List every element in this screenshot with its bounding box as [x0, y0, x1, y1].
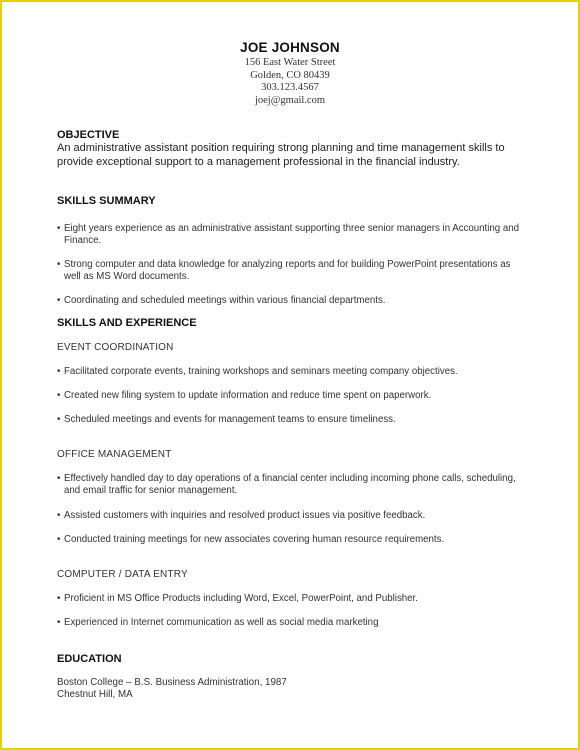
skills-summary-section — [57, 195, 527, 207]
school-line: Boston College – B.S. Business Administration, 1987 — [57, 677, 287, 688]
list-item: • Eight years experience as an administrative assistant supporting three senior managers in Accounting and Finance. — [57, 223, 520, 247]
bullet-icon: • — [57, 295, 61, 306]
bullet-icon: • — [57, 366, 61, 377]
list-item: • Strong computer and data knowledge for analyzing reports and for building PowerPoint presentations as well as MS Word documents. — [57, 259, 511, 283]
bullet-icon: • — [57, 617, 61, 628]
school-location: Chestnut Hill, MA — [57, 689, 133, 700]
education-block — [57, 677, 527, 701]
list-item: • Assisted customers with inquiries and resolved product issues via positive feedback. — [57, 510, 426, 521]
skills-summary-heading: SKILLS SUMMARY — [57, 195, 156, 207]
list-item: • Facilitated corporate events, training workshops and seminars meeting company objectives. — [57, 366, 458, 377]
list-item: • Experienced in Internet communication as well as social media marketing — [57, 617, 379, 628]
phone-line: 303.123.4567 — [261, 82, 319, 93]
office-management-heading: OFFICE MANAGEMENT — [57, 449, 172, 460]
list-item: • Coordinating and scheduled meetings within various financial departments. — [57, 295, 386, 306]
objective-heading: OBJECTIVE — [57, 129, 120, 141]
city-line: Golden, CO 80439 — [250, 69, 330, 81]
list-item: • Scheduled meetings and events for management teams to ensure timeliness. — [57, 414, 396, 425]
bullet-icon: • — [57, 259, 61, 270]
bullet-icon: • — [57, 223, 61, 234]
list-item: • Proficient in MS Office Products including Word, Excel, PowerPoint, and Publisher. — [57, 593, 418, 604]
skills-experience-heading: SKILLS AND EXPERIENCE — [57, 317, 197, 329]
bullet-icon: • — [57, 593, 61, 604]
computer-data-entry-heading: COMPUTER / DATA ENTRY — [57, 569, 188, 580]
bullet-icon: • — [57, 534, 61, 545]
bullet-icon: • — [57, 414, 61, 425]
event-coordination-heading: EVENT COORDINATION — [57, 342, 174, 353]
list-item: • Conducted training meetings for new associates covering human resource requirements. — [57, 534, 445, 545]
list-item: • Effectively handled day to day operations of a financial center including incoming phone calls, scheduling, and email traffic for senior management. — [57, 473, 516, 497]
bullet-icon: • — [57, 473, 61, 484]
objective-section — [57, 129, 527, 169]
education-heading: EDUCATION — [57, 653, 122, 665]
address-line: 156 East Water Street — [244, 57, 336, 68]
candidate-name: JOE JOHNSON — [240, 40, 340, 55]
list-item: • Created new filing system to update information and reduce time spent on paperwork. — [57, 390, 432, 401]
objective-text: An administrative assistant position requiring strong planning and time management skills to provide exceptional support to a management professional in the financial industry. — [57, 142, 505, 168]
bullet-icon: • — [57, 390, 61, 401]
resume-header — [2, 40, 578, 107]
contact-block — [2, 57, 578, 107]
bullet-icon: • — [57, 510, 61, 521]
email-line: joej@gmail.com — [254, 94, 326, 106]
